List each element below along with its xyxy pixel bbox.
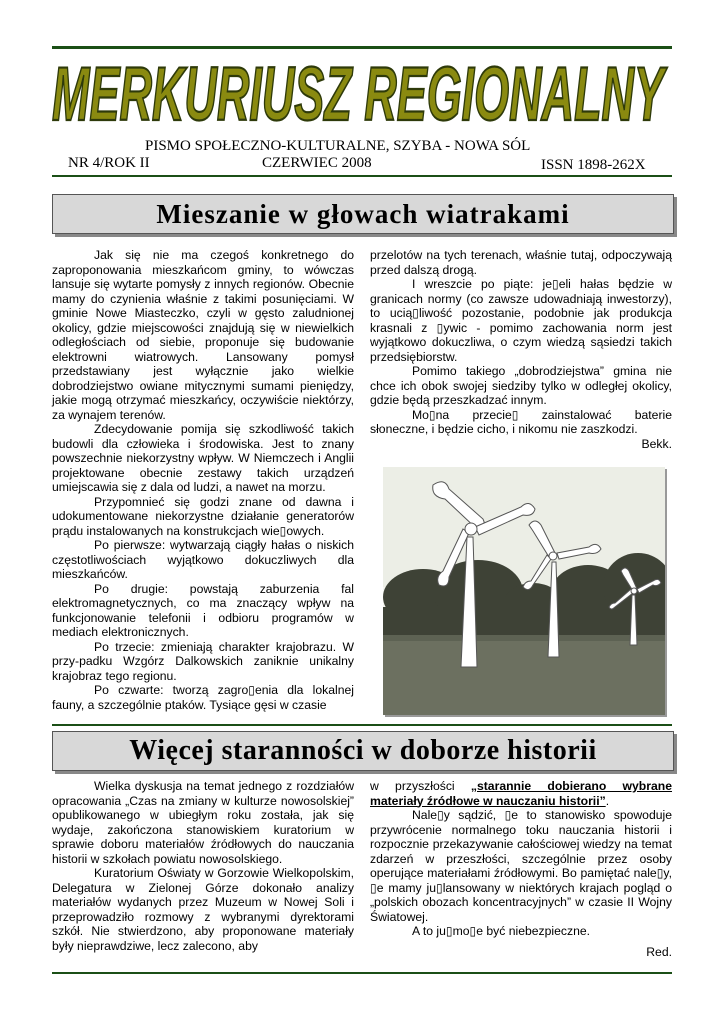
paragraph: Zdecydowanie pomija się szkodliwość takich budowli dla człowieka i środowiska. Jest to znany powszechnie niekorzystny wpływ. W Niemczech i Anglii projektowane obecnie zestawy takich urządzeń umiejscawia się z dala od ludzi, a nawet na morzu. <box>52 422 354 494</box>
paragraph: Po drugie: powstają zaburzenia fal elektromagnetycznych, co ma znaczący wpływ na funkcjonowanie telefonii i odbioru programów w mediach elektronicznych. <box>52 581 354 639</box>
paragraph: Jak się nie ma czegoś konkretnego do zaproponowania mieszkańcom gminy, to wówczas lansuje się wytarte pomysły z innych regionów. Obecnie mamy do czynienia właśnie z takimi posunięciami. W gminie Nowe Miasteczko, czyli w gęsto zaludnionej okolicy, gdzie miejscowości znajdują się w niewielkich odległościach od siebie, proponuje się budowanie elektrowni wiatrowych. Lansowany pomysł przedstawiany jest wyłącznie jako wielkie dobrodziejstwo owiane mitycznymi sumami pieniędzy, jakie mogą otrzymać mieszkańcy, oczywiście niektórzy, za wynajem terenów. <box>52 248 354 422</box>
paragraph: przelotów na tych terenach, właśnie tutaj, odpoczywają przed dalszą drogą. <box>370 248 672 277</box>
paragraph: Po trzecie: zmieniają charakter krajobrazu. W przy-padku Wzgórz Dalkowskich zaniknie unikalny krajobraz tego regionu. <box>52 639 354 683</box>
article2-headline: Więcej staranności w doborze historii <box>52 731 674 771</box>
paragraph: Pomimo takiego „dobrodziejstwa” gmina nie chce ich obok swojej siedziby tylko w odległej okolicy, gdzie będą przeszkadzać innym. <box>370 364 672 407</box>
paragraph: Po pierwsze: wytwarzają ciągły hałas o niskich częstotliwościach wyjątkowo dokuczliwych dla mieszkańców. <box>52 538 354 581</box>
masthead-bottom-rule <box>52 175 672 177</box>
paragraph: A to ju▯mo▯e być niebezpieczne. <box>412 924 591 938</box>
top-rule <box>52 46 672 49</box>
wind-turbines-illustration <box>383 467 665 715</box>
masthead-title: MERKURIUSZ REGIONALNY <box>52 52 668 130</box>
masthead-subtitle: PISMO SPOŁECZNO-KULTURALNE, SZYBA - NOWA SÓL <box>145 138 531 154</box>
intro-end: . <box>605 793 610 808</box>
article1-signature: Bekk. <box>641 436 672 451</box>
issue-number: NR 4/ROK II <box>68 155 150 171</box>
paragraph: Po czwarte: tworzą zagro▯enia dla lokalnej fauny, a szczególnie ptaków. Tysiące gęsi w czasie <box>52 683 354 712</box>
paragraph: Wielka dyskusja na temat jednego z rozdziałów opracowania „Czas na zmiany w kulturze nowosolskiej” opublikowanego w ubiegłym roku została, jak się wydaje, zakończona stanowiskiem kuratorium w sprawie doboru materiałów źródłowych do nauczania historii w szkołach powiatu nowosolskiego. <box>52 779 354 866</box>
emphasized-quote: „starannie dobierano wybrane materiały źródłowe w nauczaniu historii” <box>370 779 672 808</box>
article2-signature: Red. <box>646 944 672 959</box>
issue-date: CZERWIEC 2008 <box>262 155 372 171</box>
section-divider <box>52 724 672 726</box>
masthead-logo <box>46 50 671 130</box>
intro-text: w przyszłości <box>370 779 471 793</box>
wind-turbine-icon <box>383 467 665 715</box>
issn: ISSN 1898-262X <box>541 157 646 173</box>
article2-left-column <box>52 779 354 953</box>
paragraph: I wreszcie po piąte: je▯eli hałas będzie w granicach normy (co zawsze udowadniają inwestorzy), to ucią▯liwość pozostanie, podobnie jak produkcja krasnali z ▯ywic - pomimo zachowania norm jest wyjątkowo dokuczliwa, o czym wiedzą sąsiedzi takich przedsiębiorstw. <box>370 277 672 364</box>
paragraph: Nale▯y sądzić, ▯e to stanowisko spowoduje przywrócenie normalnego toku nauczania historii i rozpocznie przekazywanie całościowej wiedzy na temat zdarzeń w przeszłości, szczególnie przez osoby operujące materiałami źródłowymi. Bo pamiętać nale▯y, ▯e mamy ju▯lansowany w niektórych krajach pogląd o „polskich obozach koncentracyjnych” w czasie II Wojny Światowej. <box>370 808 672 924</box>
paragraph: Mo▯na przecie▯ zainstalować baterie słoneczne, i będzie cicho, i nikomu nie zaszkodzi. <box>370 407 672 436</box>
article1-left-column <box>52 248 354 712</box>
paragraph <box>370 779 672 808</box>
article2-right-column <box>370 779 672 959</box>
paragraph: Przypomnieć się godzi znane od dawna i udokumentowane niekorzystne działanie generatorów prądu instalowanych na konstrukcjach wie▯owych. <box>52 494 354 538</box>
article1-headline: Mieszanie w głowach wiatrakami <box>52 194 674 234</box>
paragraph: Kuratorium Oświaty w Gorzowie Wielkopolskim, Delegatura w Zielonej Górze dokonało analizy materiałów wydanych przez Muzeum w Nowej Soli i przeprowadziło rozmowy z wybranymi dyrektorami szkół. Nie stwierdzono, aby proponowane materiały były nieprawdziwe, lecz zalecono, aby <box>52 866 354 953</box>
bottom-rule <box>52 972 672 974</box>
article1-right-column <box>370 248 672 451</box>
